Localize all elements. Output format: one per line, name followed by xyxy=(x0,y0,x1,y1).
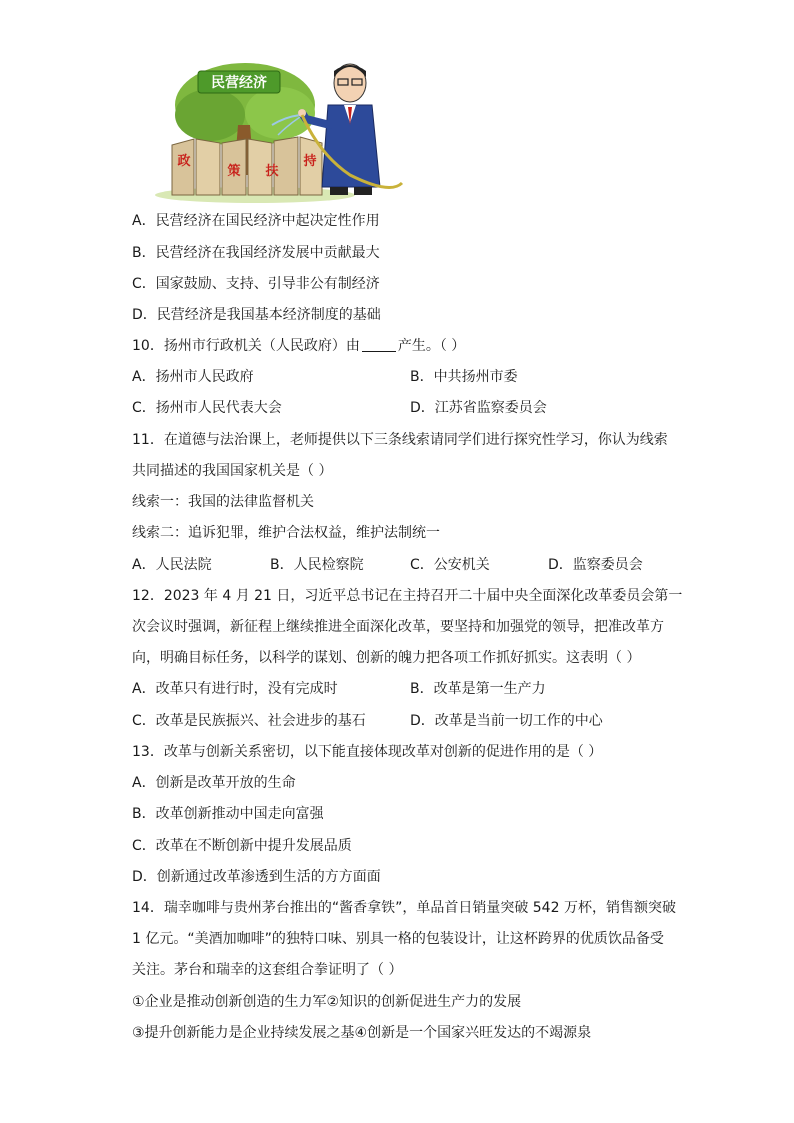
q12-option-b: B．改革是第一生产力 xyxy=(410,681,546,697)
q11-option-a: A．人民法院 xyxy=(132,557,212,573)
q14-stem-line-3: 关注。茅台和瑞幸的这套组合拳证明了（ ） xyxy=(132,962,403,978)
q12-option-c: C．改革是民族振兴、社会进步的基石 xyxy=(132,713,366,729)
q12-option-d: D．改革是当前一切工作的中心 xyxy=(410,713,603,729)
q10-stem: 10．扬州市行政机关（人民政府）由 产生。（ ） xyxy=(132,338,466,354)
q13-stem: 13．改革与创新关系密切，以下能直接体现改革对创新的促进作用的是（ ） xyxy=(132,744,603,760)
fence-char-4: 持 xyxy=(303,154,317,169)
q13-option-b: B．改革创新推动中国走向富强 xyxy=(132,806,324,822)
q14-items-line-2: ③提升创新能力是企业持续发展之基④创新是一个国家兴旺发达的不竭源泉 xyxy=(132,1025,592,1041)
q10-option-c: C．扬州市人民代表大会 xyxy=(132,400,282,416)
q14-stem-line-2: 1 亿元。“美酒加咖啡”的独特口味、别具一格的包装设计，让这杯跨界的优质饮品备受 xyxy=(132,931,664,947)
q9-option-a: A．民营经济在国民经济中起决定性作用 xyxy=(132,213,380,229)
q11-option-d: D．监察委员会 xyxy=(548,557,643,573)
q9-option-b: B．民营经济在我国经济发展中贡献最大 xyxy=(132,245,380,261)
q12-stem-line-3: 向，明确目标任务，以科学的谋划、创新的魄力把各项工作抓好抓实。这表明（ ） xyxy=(132,650,641,666)
q9-option-d: D．民营经济是我国基本经济制度的基础 xyxy=(132,307,381,323)
q12-stem-line-2: 次会议时强调，新征程上继续推进全面深化改革，要坚持和加强党的领导，把准改革方 xyxy=(132,619,664,635)
q10-option-a: A．扬州市人民政府 xyxy=(132,369,254,385)
fence-char-1: 政 xyxy=(177,154,191,169)
q11-clue-2: 线索二：追诉犯罪，维护合法权益，维护法制统一 xyxy=(132,525,440,541)
q10-option-d: D．江苏省监察委员会 xyxy=(410,400,547,416)
q14-stem-line-1: 14．瑞幸咖啡与贵州茅台推出的“酱香拿铁”，单品首日销量突破 542 万杯，销售额突破 xyxy=(132,900,676,916)
q11-stem-line-2: 共同描述的我国国家机关是（ ） xyxy=(132,463,333,479)
answer-blank xyxy=(362,337,396,352)
q11-option-c: C．公安机关 xyxy=(410,557,490,573)
fence-char-2: 策 xyxy=(227,164,241,179)
q11-clue-1: 线索一：我国的法律监督机关 xyxy=(132,494,314,510)
tree-sign-text: 民营经济 xyxy=(211,75,267,91)
q14-items-line-1: ①企业是推动创新创造的生力军②知识的创新促进生产力的发展 xyxy=(132,994,522,1010)
q13-option-c: C．改革在不断创新中提升发展品质 xyxy=(132,838,352,854)
q10-option-b: B．中共扬州市委 xyxy=(410,369,518,385)
q9-option-c: C．国家鼓励、支持、引导非公有制经济 xyxy=(132,276,380,292)
fence-char-3: 扶 xyxy=(265,164,279,179)
cartoon-illustration xyxy=(150,55,412,203)
q11-stem-line-1: 11．在道德与法治课上，老师提供以下三条线索请同学们进行探究性学习，你认为线索 xyxy=(132,432,668,448)
q13-option-d: D．创新通过改革渗透到生活的方方面面 xyxy=(132,869,381,885)
q12-option-a: A．改革只有进行时，没有完成时 xyxy=(132,681,338,697)
q13-option-a: A．创新是改革开放的生命 xyxy=(132,775,296,791)
q11-option-b: B．人民检察院 xyxy=(270,557,364,573)
q12-stem-line-1: 12．2023 年 4 月 21 日，习近平总书记在主持召开二十届中央全面深化改革委员会第一 xyxy=(132,588,683,604)
